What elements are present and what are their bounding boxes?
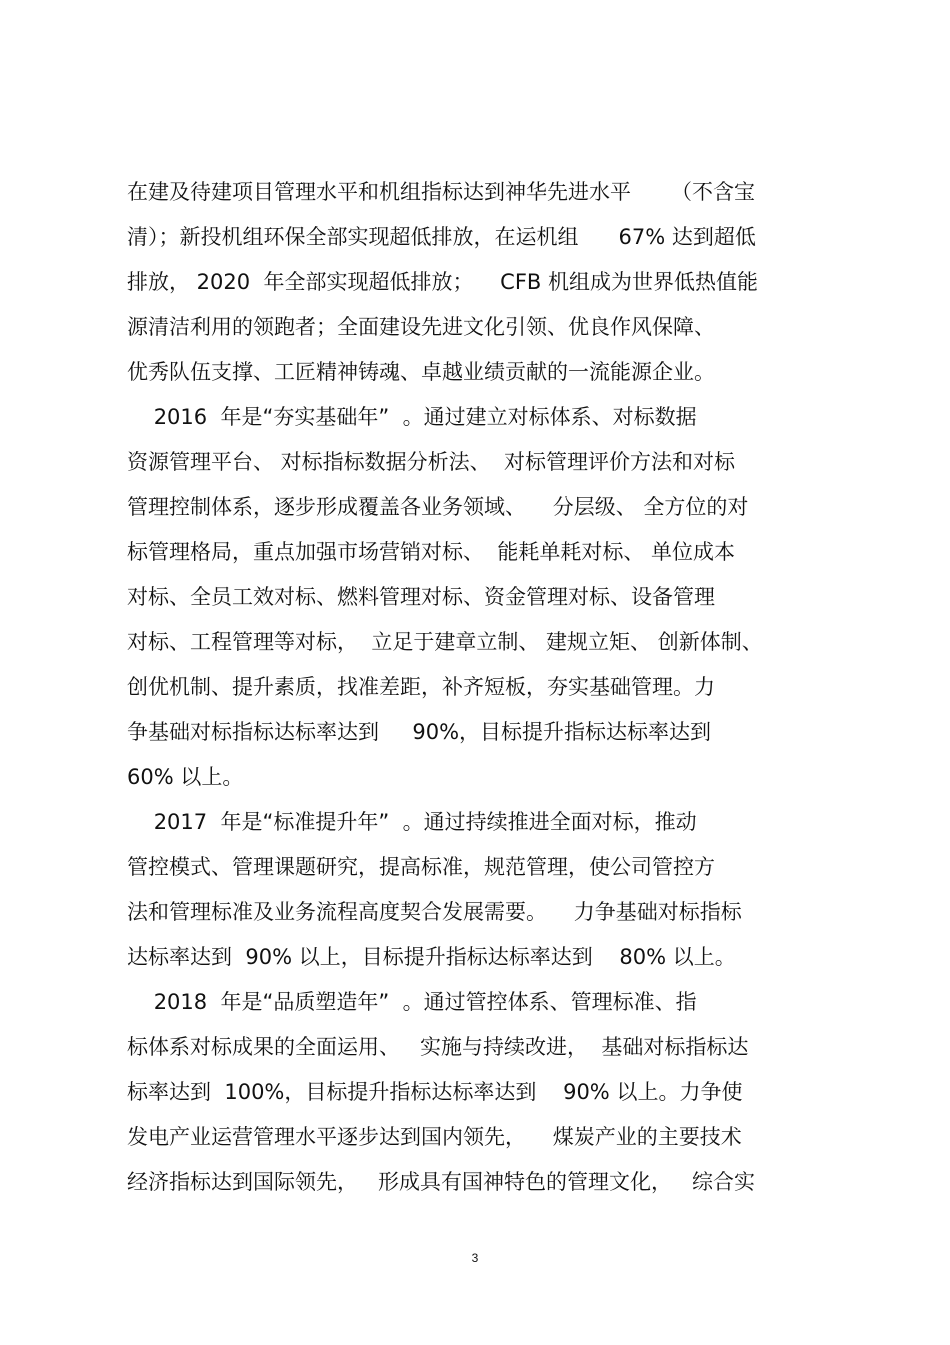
body-text-line: 发电产业运营管理水平逐步达到国内领先， 煤炭产业的主要技术 xyxy=(127,1125,742,1149)
body-text-line: 达标率达到 90% 以上，目标提升指标达标率达到 80% 以上。 xyxy=(127,945,736,969)
body-text-line: 法和管理标准及业务流程高度契合发展需要。 力争基础对标指标 xyxy=(127,900,742,924)
body-text-line: 标管理格局，重点加强市场营销对标、 能耗单耗对标、 单位成本 xyxy=(127,540,736,564)
body-text-line: 标率达到 100%，目标提升指标达标率达到 90% 以上。力争使 xyxy=(127,1080,743,1104)
body-text-line: 管理控制体系，逐步形成覆盖各业务领域、 分层级、 全方位的对 xyxy=(127,495,749,519)
body-text-line: 管控模式、管理课题研究，提高标准，规范管理，使公司管控方 xyxy=(127,855,715,879)
body-text-line: 对标、工程管理等对标， 立足于建章立制、 建规立矩、 创新体制、 xyxy=(127,630,763,654)
body-text-line: 60% 以上。 xyxy=(127,765,244,789)
page-number: 3 xyxy=(471,1251,479,1265)
body-text-line: 优秀队伍支撑、工匠精神铸魂、卓越业绩贡献的一流能源企业。 xyxy=(127,360,715,384)
body-text-line: 清）；新投机组环保全部实现超低排放，在运机组 67% 达到超低 xyxy=(127,225,756,249)
body-text-line: 创优机制、提升素质，找准差距，补齐短板，夯实基础管理。力 xyxy=(127,675,715,699)
body-text-line: 争基础对标指标达标率达到 90%，目标提升指标达标率达到 xyxy=(127,720,712,744)
body-text-line: 对标、全员工效对标、燃料管理对标、资金管理对标、设备管理 xyxy=(127,585,715,609)
body-text-line: 在建及待建项目管理水平和机组指标达到神华先进水平 （不含宝 xyxy=(127,180,756,204)
body-text-line: 排放， 2020 年全部实现超低排放； CFB 机组成为世界低热值能 xyxy=(127,270,758,294)
body-text-line: 经济指标达到国际领先， 形成具有国神特色的管理文化， 综合实 xyxy=(127,1170,756,1194)
body-text-line: 资源管理平台、 对标指标数据分析法、 对标管理评价方法和对标 xyxy=(127,450,736,474)
body-text-line: 2018 年是“品质塑造年” 。通过管控体系、管理标准、指 xyxy=(127,990,697,1014)
body-text-line: 2016 年是“夯实基础年” 。通过建立对标体系、对标数据 xyxy=(127,405,697,429)
body-text-line: 源清洁利用的领跑者；全面建设先进文化引领、优良作风保障、 xyxy=(127,315,715,339)
body-text-line: 标体系对标成果的全面运用、 实施与持续改进， 基础对标指标达 xyxy=(127,1035,749,1059)
body-text-line: 2017 年是“标准提升年” 。通过持续推进全面对标，推动 xyxy=(127,810,697,834)
